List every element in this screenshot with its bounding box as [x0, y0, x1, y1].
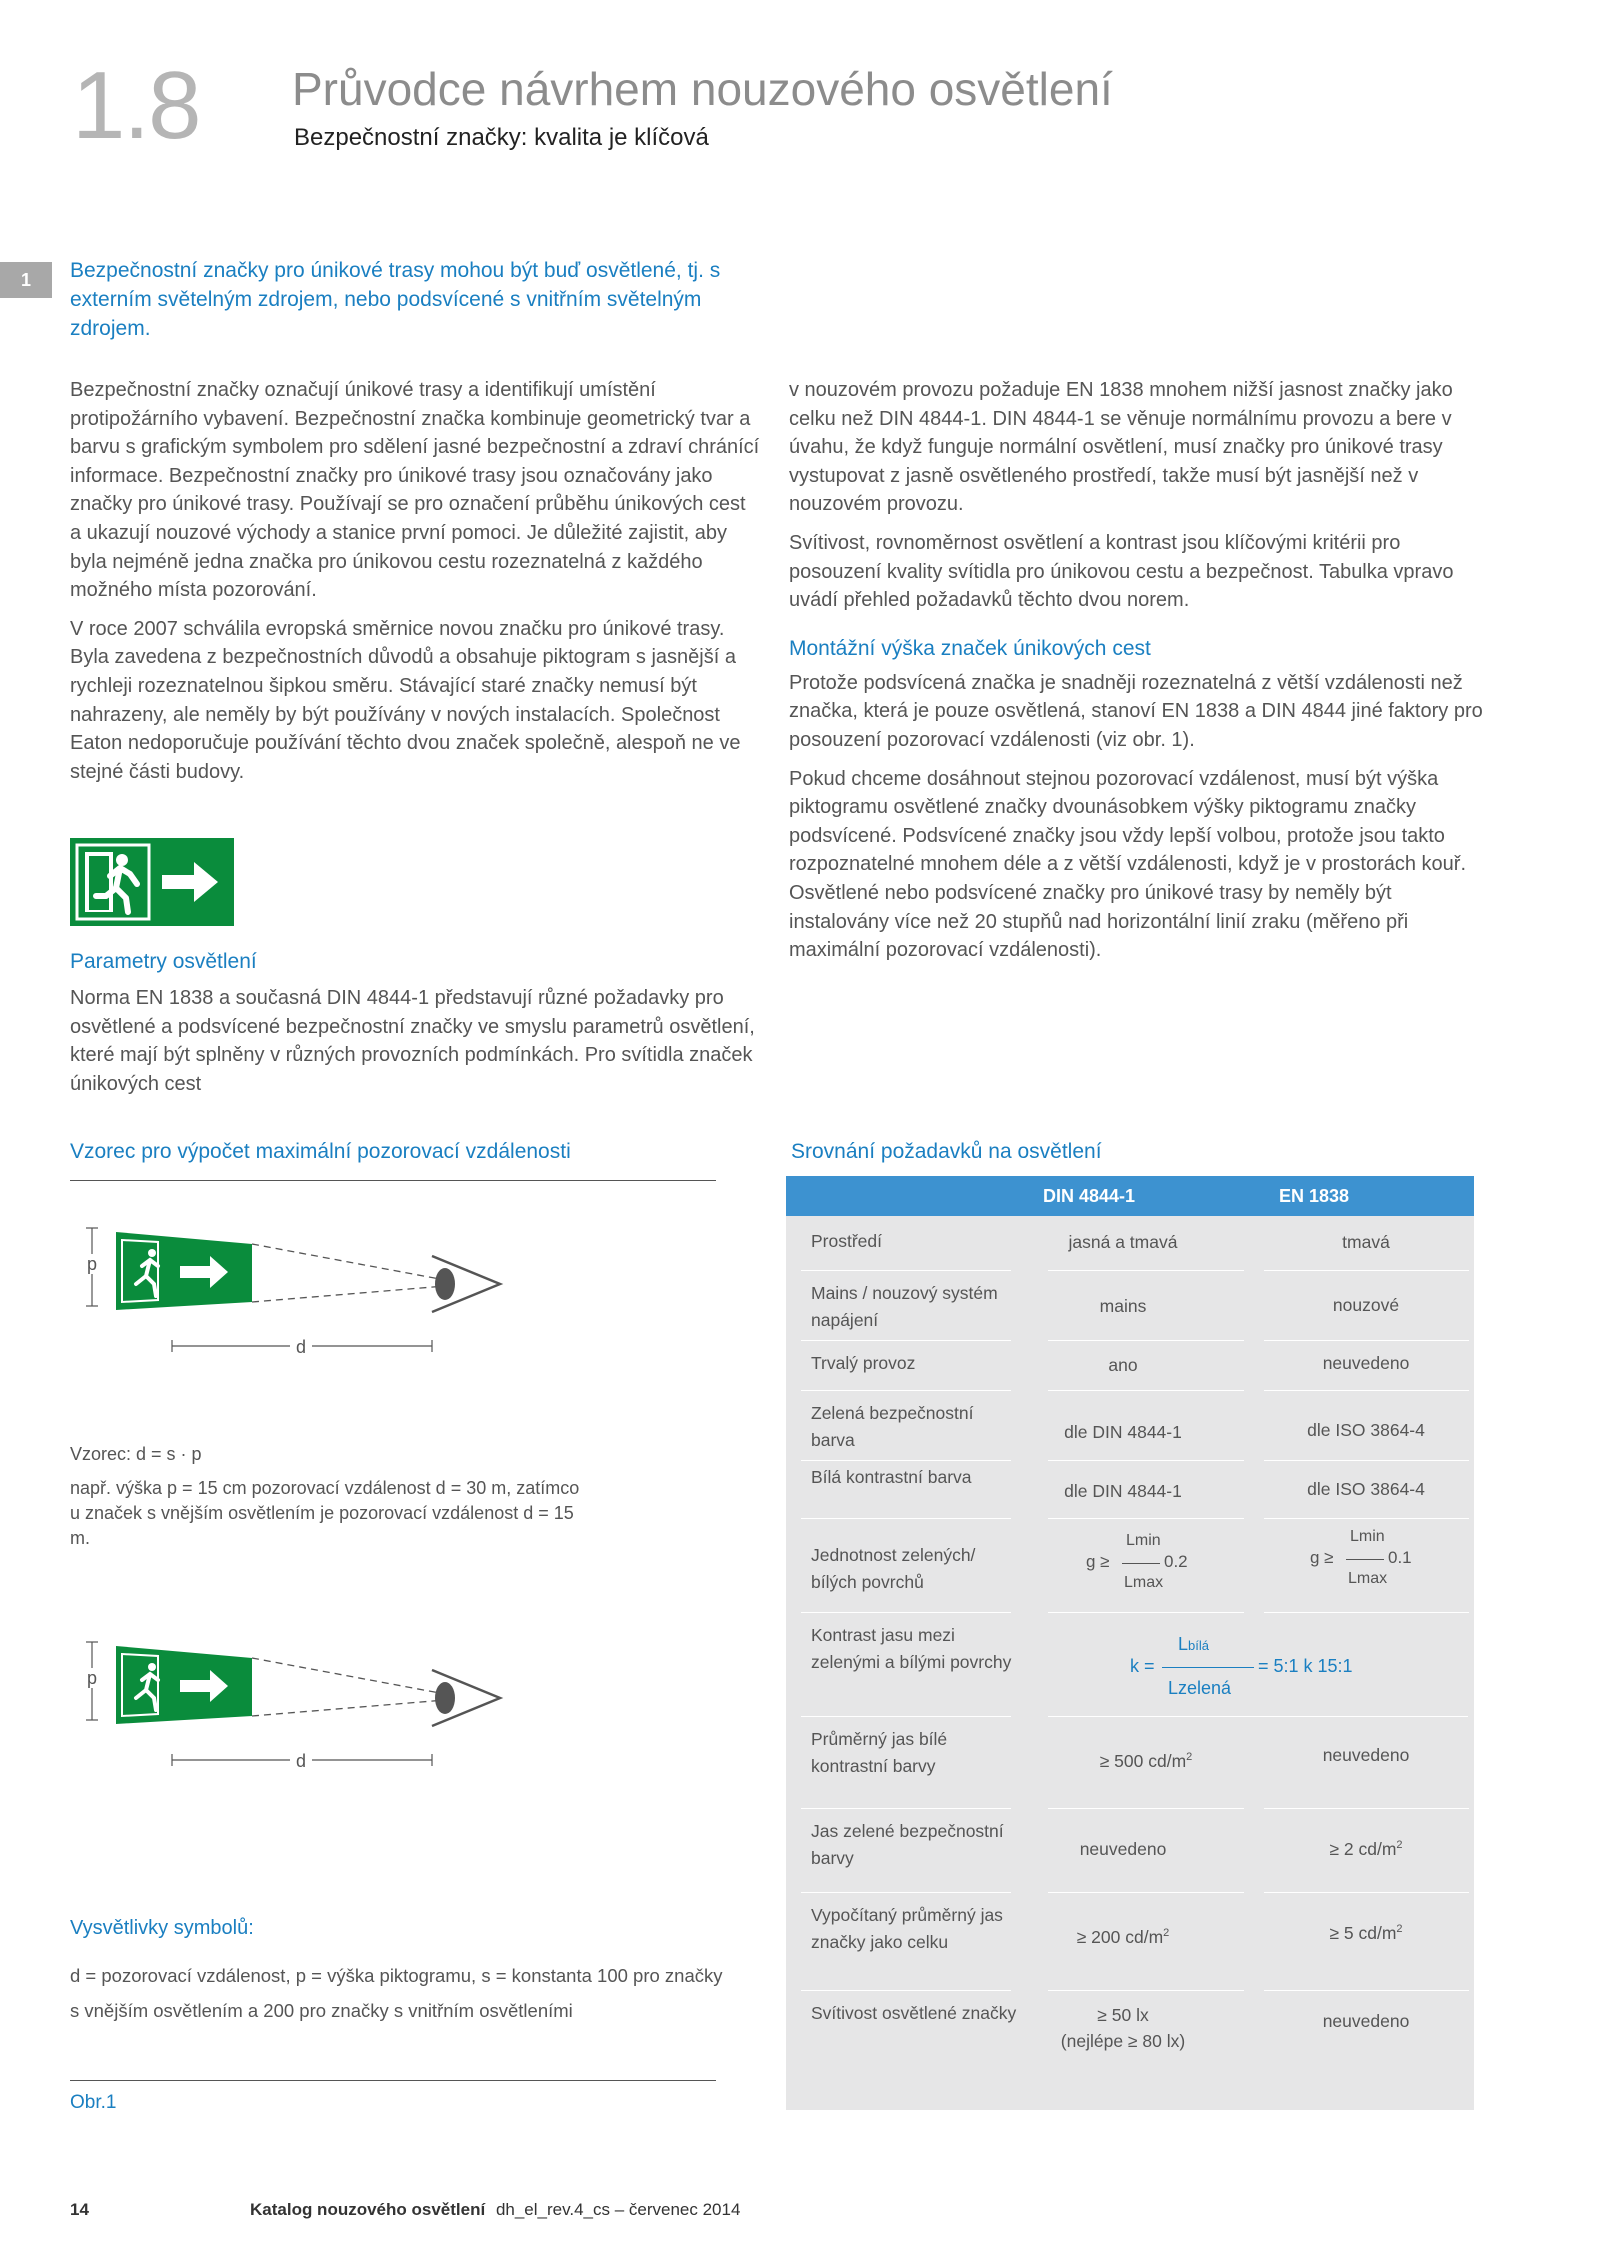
- row-divider: [1048, 1518, 1244, 1519]
- page-subtitle: Bezpečnostní značky: kvalita je klíčová: [294, 124, 709, 151]
- row-divider: [1048, 1892, 1244, 1893]
- row-divider: [801, 1460, 1011, 1461]
- formula-k: k =: [1130, 1656, 1155, 1676]
- row-divider: [1264, 1808, 1469, 1809]
- row-label: Průměrný jas bílé kontrastní barvy: [811, 1729, 948, 1776]
- formula-value: 0.2: [1164, 1552, 1188, 1571]
- cell-en: neuvedeno: [1322, 1353, 1410, 1373]
- chapter-tab[interactable]: 1: [0, 262, 52, 298]
- row-divider: [1264, 1612, 1469, 1613]
- left-column: [70, 376, 760, 796]
- row-divider: [801, 1340, 1011, 1341]
- intro-text: Bezpečnostní značky pro únikové trasy mohou být buď osvětlené, tj. s externím světelným zdrojem, nebo podsvícené s vnitřním světelným zdrojem.: [70, 259, 721, 340]
- cell-din: dle DIN 4844-1: [1064, 1422, 1182, 1442]
- formula-value: 0.1: [1388, 1548, 1412, 1567]
- fraction-denominator: Lmax: [1348, 1570, 1388, 1587]
- row-label: Trvalý provoz: [811, 1353, 916, 1373]
- paragraph: Bezpečnostní značky označují únikové trasy a identifikují umístění protipožárního vybavení. Bezpečnostní značka kombinuje geometrický tvar a barvu s grafickým symbolem pro sdělení jasné bezpečnostní a zdraví chránící informace. Bezpečnostní značky pro únikové trasy jsou označovány jako značky pro únikové trasy. Používají se pro označení průběhu únikových cest a ukazují nouzové východy a stanice první pomoci. Je důležité zajistit, aby byla nejméně jedna značka pro únikovou cestu rozeznatelná z každého možného místa pozorování.: [70, 379, 760, 602]
- row-divider: [1264, 1390, 1469, 1391]
- row-label: Kontrast jasu mezi zelenými a bílými povrchy: [811, 1625, 1012, 1672]
- cell-din: ≥ 50 lx (nejlépe ≥ 80 lx): [1060, 2005, 1186, 2051]
- row-divider: [801, 1892, 1011, 1893]
- row-divider: [801, 1270, 1011, 1271]
- cell-en: dle ISO 3864-4: [1307, 1420, 1425, 1440]
- row-divider: [801, 1390, 1011, 1391]
- row-divider: [801, 1612, 1011, 1613]
- cell-en: tmavá: [1342, 1232, 1390, 1252]
- cell-en: neuvedeno: [1322, 2011, 1410, 2031]
- distance-diagram-1: [70, 1226, 520, 1361]
- formula: Vzorec: d = s · p: [70, 1444, 202, 1464]
- requirements-table: [786, 1176, 1474, 2110]
- table-title: Srovnání požadavků na osvětlení: [791, 1140, 1102, 1163]
- row-divider: [1264, 1270, 1469, 1271]
- row-divider: [1048, 1612, 1244, 1613]
- cell-en: ≥ 2 $cd/m^2$: [1329, 1838, 1403, 1859]
- fraction-denominator: Lmax: [1124, 1574, 1164, 1591]
- formula-value: = 5:1 k 15:1: [1258, 1656, 1353, 1676]
- fraction-bar: [1346, 1559, 1384, 1560]
- footer-text: [250, 2200, 740, 2220]
- paragraph: V roce 2007 schválila evropská směrnice novou značku pro únikové trasy. Byla zavedena z bezpečnostních důvodů a obsahuje piktogram s jasnější a rychleji rozeznatelnou šipkou směru. Stávající staré značky nemusí být nahrazeny, ale neměly by být používány v nových instalacích. Společnost Eaton nedoporučuje používání těchto dvou značek společně, alespoň ne ve stejné části budovy.: [70, 617, 741, 783]
- cell-en: nouzové: [1332, 1295, 1400, 1315]
- cell-din: mains: [1099, 1296, 1147, 1316]
- cell-en: ≥ 5 $cd/m^2$: [1329, 1922, 1403, 1943]
- row-divider: [1048, 1460, 1244, 1461]
- p-label: p: [86, 1668, 98, 1688]
- figure-caption: Obr.1: [70, 2092, 117, 2113]
- exit-sign-image: [70, 838, 234, 926]
- fraction-bar: [1162, 1667, 1254, 1668]
- p-label: p: [86, 1254, 98, 1274]
- row-label: Mains / nouzový systém napájení: [811, 1283, 998, 1330]
- row-label: Bílá kontrastní barva: [811, 1467, 972, 1487]
- right-column: [789, 376, 1489, 975]
- page-number: 14: [70, 2200, 89, 2219]
- row-divider: [801, 1990, 1011, 1991]
- uniformity-formula-en: [1310, 1528, 1430, 1608]
- d-label: d: [295, 1751, 307, 1770]
- legend-text: d = pozorovací vzdálenost, p = výška piktogramu, s = konstanta 100 pro značky s vnějším osvětlením a 200 pro značky s vnitřním osvětleními: [70, 1965, 723, 2021]
- page-title: Průvodce návrhem nouzového osvětlení: [292, 63, 1113, 115]
- cell-din: ≥ 200 $cd/m^2$: [1076, 1926, 1170, 1947]
- fraction-bar: [1122, 1563, 1160, 1564]
- row-label: Vypočítaný průměrný jas značky jako celku: [811, 1905, 1003, 1952]
- catalog-title: Katalog nouzového osvětlení: [250, 2200, 486, 2219]
- paragraph: Pokud chceme dosáhnout stejnou pozorovací vzdálenost, musí být výška piktogramu osvětlené značky dvounásobkem výšky piktogramu značky podsvícené. Podsvícené značky jsou vždy lepší volbou, protože jsou takto rozpoznatelné mnohem déle a z větší vzdálenosti, když je v prostorách kouř. Osvětlené nebo podsvícené značky pro únikové trasy by neměly být instalovány více než 20 stupňů nad horizontální linií zraku (měřeno při maximální pozorovací vzdálenosti).: [789, 767, 1467, 962]
- row-divider: [1264, 1518, 1469, 1519]
- row-label: Svítivost osvětlené značky: [811, 2003, 1017, 2023]
- row-divider: [1048, 1716, 1468, 1717]
- formula-example: např. výška p = 15 cm pozorovací vzdálenost d = 30 m, zatímco u značek s vnějším osvětlením je pozorovací vzdálenost d = 15 m.: [70, 1478, 580, 1548]
- row-divider: [1048, 1390, 1244, 1391]
- distance-diagram-2: [70, 1640, 520, 1775]
- running-man-arrow-icon: [70, 838, 234, 926]
- contrast-formula: [1130, 1634, 1390, 1704]
- viewing-distance-diagram: [70, 1640, 520, 1770]
- column-header-din: DIN 4844-1: [1042, 1186, 1136, 1206]
- cell-din: ano: [1108, 1355, 1138, 1375]
- row-divider: [1264, 1892, 1469, 1893]
- row-label: Zelená bezpečnostní barva: [811, 1403, 974, 1450]
- row-divider: [1264, 1340, 1469, 1341]
- row-divider: [1264, 1990, 1469, 1991]
- row-divider: [1048, 1270, 1244, 1271]
- formula-g: g ≥: [1310, 1548, 1334, 1567]
- paragraph: Svítivost, rovnoměrnost osvětlení a kontrast jsou klíčovými kritérii pro posouzení kvality svítidla pro únikovou cestu a bezpečnost. Tabulka vpravo uvádí přehled požadavků těchto dvou norem.: [789, 531, 1454, 612]
- cell-din: jasná a tmavá: [1068, 1232, 1178, 1252]
- figure-title: Vzorec pro výpočet maximální pozorovací vzdálenosti: [70, 1140, 571, 1163]
- formula-g: g ≥: [1086, 1552, 1110, 1571]
- paragraph: v nouzovém provozu požaduje EN 1838 mnohem nižší jasnost značky jako celku než DIN 4844-1. DIN 4844-1 se věnuje normálnímu provozu a bere v úvahu, že když funguje normální osvětlení, musí značky pro únikové trasy vystupovat z jasně osvětleného prostředí, takže musí být jasnější než v nouzovém provozu.: [789, 379, 1453, 516]
- cell-din: dle DIN 4844-1: [1064, 1481, 1182, 1501]
- row-divider: [801, 1518, 1011, 1519]
- cell-en: dle ISO 3864-4: [1307, 1479, 1425, 1499]
- uniformity-formula-din: [1086, 1532, 1206, 1612]
- column-header-en: EN 1838: [1278, 1186, 1350, 1206]
- row-divider: [1048, 1990, 1244, 1991]
- row-divider: [801, 1716, 1011, 1717]
- left-column-lower: [70, 948, 760, 1108]
- section-number: 1.8: [72, 52, 200, 159]
- document-ref: dh_el_rev.4_cs – červenec 2014: [495, 2200, 741, 2219]
- fraction-numerator: Lmin: [1350, 1528, 1385, 1545]
- section-heading: Parametry osvětlení: [70, 950, 257, 973]
- fraction-numerator: Lmin: [1126, 1532, 1161, 1549]
- row-label: Jas zelené bezpečnostní barvy: [811, 1821, 1004, 1868]
- viewing-distance-diagram: [70, 1226, 520, 1356]
- row-divider: [801, 1808, 1011, 1809]
- row-divider: [1048, 1340, 1244, 1341]
- fraction-numerator: Lbílá: [1178, 1634, 1209, 1654]
- table-header: [786, 1176, 1474, 1216]
- cell-din: ≥ 500 $cd/m^2$: [1099, 1750, 1193, 1771]
- row-divider: [1264, 1460, 1469, 1461]
- fraction-denominator: Lzelená: [1168, 1678, 1232, 1698]
- cell-din: neuvedeno: [1079, 1839, 1167, 1859]
- divider: [70, 2080, 716, 2081]
- row-label: Jednotnost zelených/ bílých povrchů: [811, 1545, 976, 1592]
- cell-en: neuvedeno: [1322, 1745, 1410, 1765]
- d-label: d: [295, 1337, 307, 1356]
- row-divider: [1048, 1808, 1244, 1809]
- legend-title: Vysvětlivky symbolů:: [70, 1917, 254, 1939]
- section-heading: Montážní výška značek únikových cest: [789, 636, 1151, 660]
- row-label: Prostředí: [811, 1231, 882, 1251]
- paragraph: Norma EN 1838 a současná DIN 4844-1 představují různé požadavky pro osvětlené a podsvícené bezpečnostní značky ve smyslu parametrů osvětlení, které mají být splněny v různých provozních podmínkách. Pro svítidla značek únikových cest: [70, 987, 755, 1095]
- divider: [70, 1180, 716, 1181]
- paragraph: Protože podsvícená značka je snadněji rozeznatelná z větší vzdálenosti než značka, která je pouze osvětlená, stanoví EN 1838 a DIN 4844 jiné faktory pro posouzení pozorovací vzdálenosti (viz obr. 1).: [789, 671, 1483, 751]
